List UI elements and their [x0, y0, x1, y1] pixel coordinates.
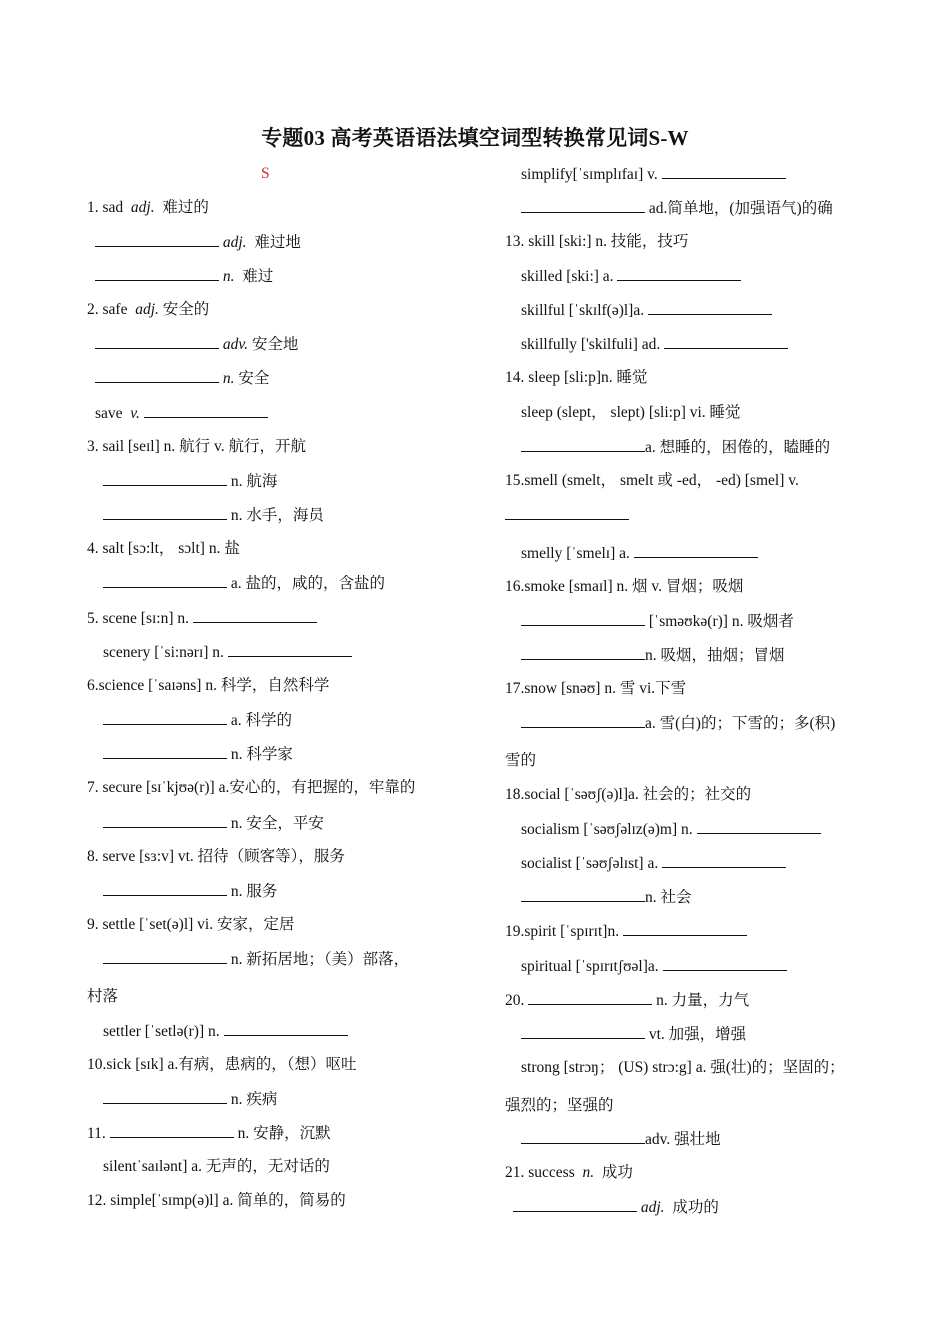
entry-20-head: 20. n. 力量，力气	[505, 992, 750, 1009]
fill-blank[interactable]	[521, 198, 645, 213]
entry-14-sub-1: sleep (slept， slept) [sli:p] vi. 睡觉	[521, 404, 741, 421]
fill-blank[interactable]	[95, 368, 219, 383]
entry-16-head: 16.smoke [smaɪl] n. 烟 v. 冒烟；吸烟	[505, 578, 744, 595]
fill-blank[interactable]	[110, 1123, 234, 1138]
entry-19-head: 19.spirit [ˈspɪrɪt]n.	[505, 921, 747, 942]
fill-blank[interactable]	[103, 573, 227, 588]
fill-blank[interactable]	[648, 300, 772, 315]
entry-17-sub-1: a. 雪(白)的；下雪的；多(积)	[521, 713, 835, 734]
entry-15-head: 15.smell (smelt， smelt 或 -ed， -ed) [smel] v.	[505, 472, 799, 489]
entry-19-sub-1: spiritual [ˈspɪrɪtʃʊəl]a.	[521, 956, 787, 977]
fill-blank[interactable]	[95, 232, 219, 247]
fill-blank[interactable]	[103, 881, 227, 896]
fill-blank[interactable]	[617, 266, 741, 281]
fill-blank[interactable]	[103, 471, 227, 486]
fill-blank[interactable]	[664, 334, 788, 349]
entry-9-sub-1: n. 新拓居地；（美）部落，	[103, 949, 409, 970]
fill-blank[interactable]	[103, 813, 227, 828]
entry-18-sub-2: socialist [ˈsəʊʃəlɪst] a.	[521, 853, 786, 874]
entry-2-sub-1: adv. 安全地	[95, 334, 298, 355]
fill-blank[interactable]	[634, 543, 758, 558]
fill-blank[interactable]	[103, 949, 227, 964]
fill-blank[interactable]	[521, 1024, 645, 1039]
page-title: 专题03 高考英语语法填空词型转换常见词S-W	[261, 126, 689, 150]
entry-20-sub-2: strong [strɔŋ； (US) strɔ:g] a. 强(壮)的；坚固的；	[521, 1059, 845, 1076]
entry-16-sub-2: n. 吸烟，抽烟；冒烟	[521, 645, 785, 666]
section-letter: S	[261, 165, 270, 182]
entry-6-sub-2: n. 科学家	[103, 744, 293, 765]
fill-blank[interactable]	[662, 853, 786, 868]
entry-20-sub-3: adv. 强壮地	[521, 1129, 721, 1150]
fill-blank[interactable]	[95, 334, 219, 349]
fill-blank[interactable]	[521, 713, 645, 728]
entry-13-sub-1: skilled [ski:] a.	[521, 266, 741, 287]
entry-6-sub-1: a. 科学的	[103, 710, 292, 731]
fill-blank[interactable]	[513, 1197, 637, 1212]
fill-blank[interactable]	[623, 921, 747, 936]
entry-6-head: 6.science [ˈsaɪəns] n. 科学，自然科学	[87, 677, 330, 694]
fill-blank[interactable]	[521, 611, 645, 626]
entry-7-sub-1: n. 安全，平安	[103, 813, 324, 834]
entry-12-sub-1: simplify[ˈsɪmplɪfaɪ] v.	[521, 164, 786, 185]
entry-20-sub-1: vt. 加强，增强	[521, 1024, 746, 1045]
entry-1-sub-1: adj. 难过地	[95, 232, 301, 253]
entry-2-sub-2: n. 安全	[95, 368, 269, 389]
entry-20-sub-2-cont: 强烈的；坚强的	[505, 1097, 614, 1114]
fill-blank[interactable]	[505, 505, 629, 520]
entry-5-head: 5. scene [sɪ:n] n.	[87, 608, 317, 629]
fill-blank[interactable]	[95, 266, 219, 281]
entry-2-sub-3: save v.	[95, 403, 268, 424]
entry-12-head: 12. simple[ˈsɪmp(ə)l] a. 简单的，简易的	[87, 1192, 346, 1209]
fill-blank[interactable]	[528, 990, 652, 1005]
fill-blank[interactable]	[103, 744, 227, 759]
entry-10-sub-1: n. 疾病	[103, 1089, 277, 1110]
entry-8-head: 8. serve [sɜ:v] vt. 招待（顾客等），服务	[87, 848, 345, 865]
entry-9-head: 9. settle [ˈset(ə)l] vi. 安家，定居	[87, 916, 295, 933]
entry-9-sub-2: settler [ˈsetlə(r)] n.	[103, 1021, 348, 1042]
entry-18-sub-3: n. 社会	[521, 887, 692, 908]
entry-15-sub-1: smelly [ˈsmelɪ] a.	[521, 543, 758, 564]
entry-15-blank-line	[505, 505, 629, 526]
entry-2-head: 2. safe adj. 安全的	[87, 301, 210, 318]
entry-13-head: 13. skill [ski:] n. 技能，技巧	[505, 233, 689, 250]
entry-21-head: 21. success n. 成功	[505, 1164, 633, 1181]
fill-blank[interactable]	[193, 608, 317, 623]
fill-blank[interactable]	[144, 403, 268, 418]
entry-3-sub-2: n. 水手，海员	[103, 505, 324, 526]
entry-14-head: 14. sleep [sli:p]n. 睡觉	[505, 369, 648, 386]
fill-blank[interactable]	[662, 164, 786, 179]
fill-blank[interactable]	[521, 887, 645, 902]
fill-blank[interactable]	[224, 1021, 348, 1036]
fill-blank[interactable]	[103, 710, 227, 725]
entry-10-head: 10.sick [sɪk] a.有病，患病的，（想）呕吐	[87, 1056, 357, 1073]
entry-11-sub-1: silentˈsaɪlənt] a. 无声的，无对话的	[103, 1158, 330, 1175]
entry-1-head: 1. sad adj. 难过的	[87, 199, 209, 216]
fill-blank[interactable]	[103, 1089, 227, 1104]
entry-3-head: 3. sail [seɪl] n. 航行 v. 航行，开航	[87, 438, 306, 455]
entry-1-sub-2: n. 难过	[95, 266, 273, 287]
fill-blank[interactable]	[103, 505, 227, 520]
entry-4-head: 4. salt [sɔ:lt， sɔlt] n. 盐	[87, 540, 240, 557]
fill-blank[interactable]	[521, 645, 645, 660]
fill-blank[interactable]	[663, 956, 787, 971]
entry-17-head: 17.snow [snəʊ] n. 雪 vi.下雪	[505, 680, 687, 697]
entry-13-sub-2: skillful [ˈskɪlf(ə)l]a.	[521, 300, 772, 321]
entry-21-sub-1: adj. 成功的	[513, 1197, 719, 1218]
entry-17-sub-1-cont: 雪的	[505, 752, 537, 769]
entry-14-sub-2: a. 想睡的，困倦的，瞌睡的	[521, 437, 830, 458]
entry-4-sub-1: a. 盐的，咸的，含盐的	[103, 573, 385, 594]
fill-blank[interactable]	[521, 437, 645, 452]
entry-5-sub-1: scenery [ˈsi:nərɪ] n.	[103, 642, 352, 663]
entry-8-sub-1: n. 服务	[103, 881, 277, 902]
fill-blank[interactable]	[697, 819, 821, 834]
entry-11-head: 11. n. 安静，沉默	[87, 1125, 331, 1142]
entry-18-head: 18.social [ˈsəʊʃ(ə)l]a. 社会的；社交的	[505, 786, 752, 803]
entry-18-sub-1: socialism [ˈsəʊʃəlɪz(ə)m] n.	[521, 819, 821, 840]
fill-blank[interactable]	[228, 642, 352, 657]
entry-9-sub-1-cont: 村落	[87, 988, 119, 1005]
entry-3-sub-1: n. 航海	[103, 471, 277, 492]
entry-12-sub-2: ad.简单地，(加强语气)的确	[521, 198, 833, 219]
entry-16-sub-1: [ˈsməʊkə(r)] n. 吸烟者	[521, 611, 794, 632]
entry-7-head: 7. secure [sɪˈkjʊə(r)] a.安心的，有把握的，牢靠的	[87, 779, 416, 796]
fill-blank[interactable]	[521, 1129, 645, 1144]
entry-13-sub-3: skillfully ['skilfuli] ad.	[521, 334, 788, 355]
